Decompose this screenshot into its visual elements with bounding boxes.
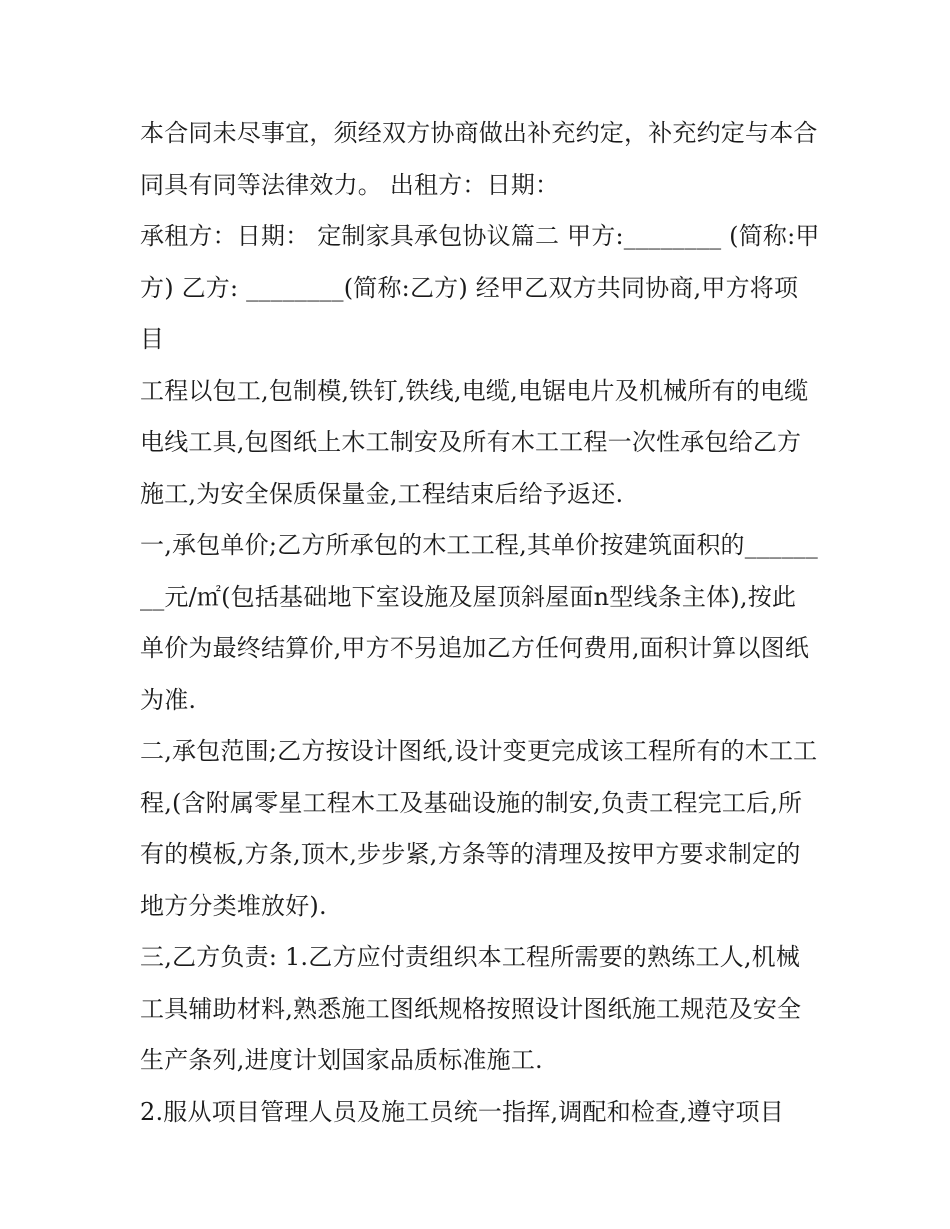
paragraph-contract-scope: 二,承包范围;乙方按设计图纸,设计变更完成该工程所有的木工工程,(含附属零星工程木工及基础设施的制安,负责工程完工后,所有的模板,方条,顶木,步步紧,方条等的清理及按甲方要求制定的地方分类堆放好). [140, 737, 818, 920]
paragraph-unit-price: 一,承包单价;乙方所承包的木工工程,其单价按建筑面积的________元/㎡(包括基础地下室设施及屋顶斜屋面n型线条主体),按此单价为最终结算价,甲方不另追加乙方任何费用,面积计算以图纸为准. [140, 531, 818, 714]
paragraph-scope-intro: 工程以包工,包制模,铁钉,铁线,电缆,电锯电片及机械所有的电缆电线工具,包图纸上木工制安及所有木工工程一次性承包给乙方施工,为安全保质保量金,工程结束后给予返还. [140, 376, 809, 508]
paragraph-closing-terms: 本合同未尽事宜，须经双方协商做出补充约定，补充约定与本合同具有同等法律效力。 出租方：日期： [140, 119, 818, 199]
document-body [140, 108, 820, 1138]
paragraph-duty-2: 2.服从项目管理人员及施工员统一指挥,调配和检查,遵守项目 [140, 1097, 784, 1126]
paragraph-party-b-duties: 三,乙方负责: 1.乙方应付责组织本工程所需要的熟练工人,机械工具辅助材料,熟悉施工图纸规格按照设计图纸施工规范及安全生产条列,进度计划国家品质标准施工. [140, 943, 802, 1074]
paragraph-parties: 承租方：日期： 定制家具承包协议篇二 甲方:________ (简称:甲方) 乙方: ________(简称:乙方) 经甲乙双方共同协商,甲方将项目 [140, 222, 820, 353]
